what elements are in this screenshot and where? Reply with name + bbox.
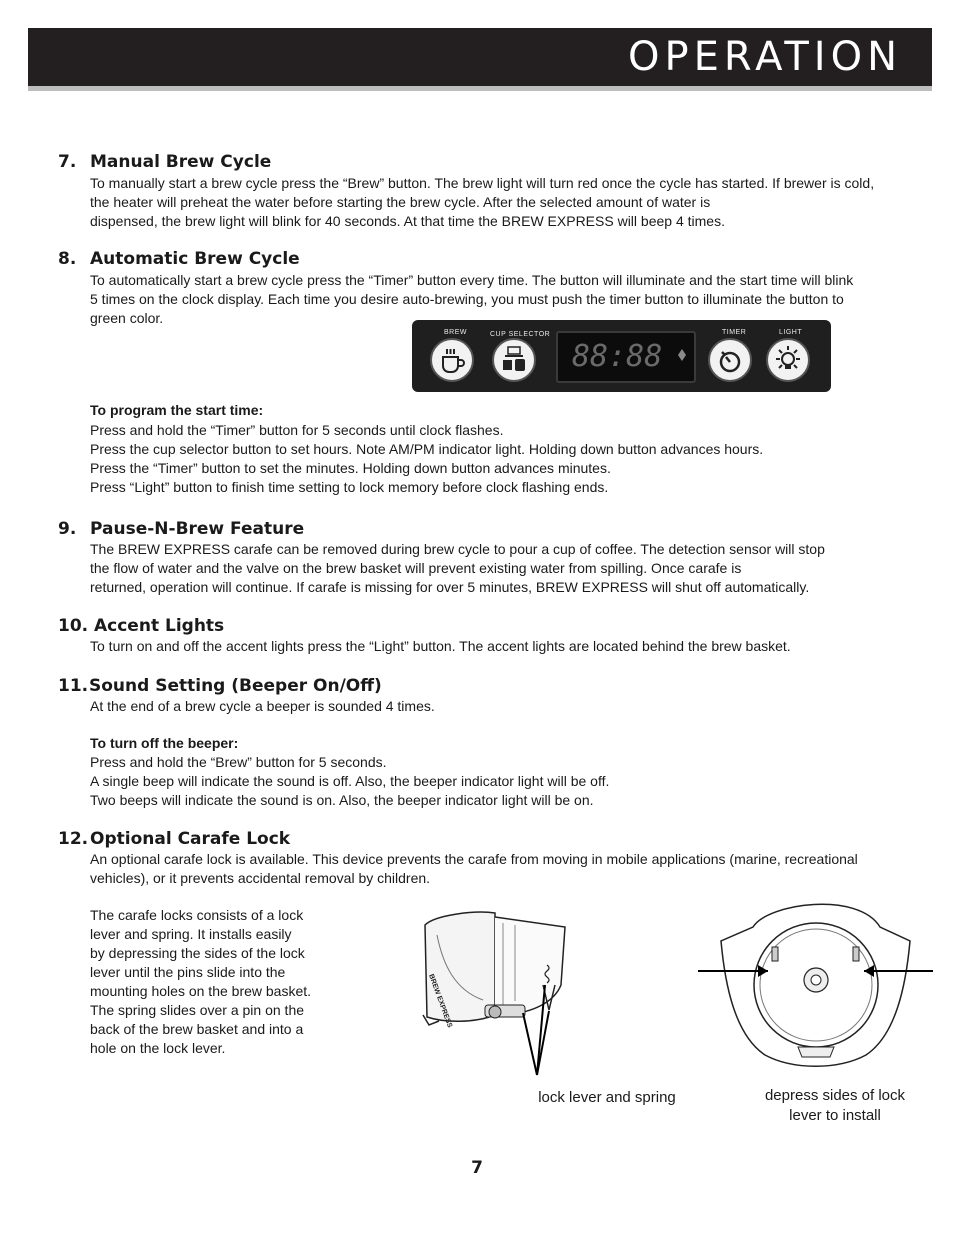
section-11-title [58, 676, 382, 696]
step-line: Press and hold the “Brew” button for 5 seconds. [90, 754, 387, 770]
brand-text: BREW EXPRESS [427, 973, 453, 1029]
step-line: Press and hold the “Timer” button for 5 seconds until clock flashes. [90, 422, 504, 438]
step-line: Press the “Timer” button to set the minutes. Holding down button advances minutes. [90, 460, 611, 476]
body-line: The spring slides over a pin on the [90, 1002, 305, 1018]
section-number: 12. [58, 829, 89, 849]
section-number: 10. [58, 616, 89, 636]
cup-selector-button [492, 338, 536, 382]
page-title: OPERATION [628, 34, 902, 80]
light-button [766, 338, 810, 382]
beeper-steps [90, 753, 609, 810]
depress-sides-caption [745, 1086, 925, 1126]
section-number: 7. [58, 152, 77, 172]
program-steps [90, 421, 763, 497]
step-line: Press “Light” button to finish time setting to lock memory before clock flashing ends. [90, 479, 609, 495]
body-line: returned, operation will continue. If carafe is missing for over 5 minutes, BREW EXPRESS will shut off automatically. [90, 579, 810, 595]
section-number: 9. [58, 519, 77, 539]
section-7-body [90, 174, 874, 231]
section-number: 11. [58, 676, 89, 696]
section-title-text: Automatic Brew Cycle [90, 249, 300, 269]
am-pm-diamond-icon [678, 349, 686, 361]
caption-line: depress sides of lock [764, 1087, 906, 1104]
clock-display [556, 331, 696, 383]
section-title-text: Optional Carafe Lock [90, 829, 291, 849]
timer-label: TIMER [722, 329, 747, 336]
light-bulb-icon [768, 340, 808, 380]
light-label: LIGHT [779, 329, 803, 336]
cup-selector-label: CUP SELECTOR [490, 331, 551, 338]
turn-off-beeper-heading: To turn off the beeper: [90, 735, 239, 751]
section-9-body [90, 540, 825, 597]
body-line: the heater will preheat the water before starting the brew cycle. After the selected amount of water is [90, 194, 711, 210]
section-title-text: Pause-N-Brew Feature [90, 519, 305, 539]
body-line: 5 times on the clock display. Each time you desire auto-brewing, you must push the timer button to illuminate the button to [90, 291, 844, 307]
section-10-body [90, 637, 791, 656]
carafe-lock-description [90, 906, 311, 1058]
caption-line: lever to install [789, 1107, 881, 1124]
stopwatch-icon [710, 340, 750, 380]
section-title-text: Accent Lights [94, 616, 225, 636]
header-bar [28, 28, 932, 86]
body-line: back of the brew basket and into a [90, 1021, 304, 1037]
section-7-title [58, 152, 271, 172]
body-line: green color. [90, 310, 164, 326]
section-12-title [58, 829, 290, 849]
brew-basket-illustration [415, 905, 595, 1090]
timer-button [708, 338, 752, 382]
body-line: by depressing the sides of the lock [90, 945, 305, 961]
section-12-body [90, 850, 858, 888]
body-line: the flow of water and the valve on the brew basket will prevent existing water from spilling. Once carafe is [90, 560, 742, 576]
body-line: At the end of a brew cycle a beeper is sounded 4 times. [90, 698, 435, 714]
section-9-title [58, 519, 304, 539]
body-line: dispensed, the brew light will blink for 40 seconds. At that time the BREW EXPRESS will beep 4 times. [90, 213, 725, 229]
lock-lever-caption: lock lever and spring [538, 1089, 676, 1106]
body-line: lever until the pins slide into the [90, 964, 286, 980]
cup-selector-icon [494, 340, 534, 380]
carafe-top-view-illustration [698, 895, 933, 1070]
section-11-body [90, 697, 435, 716]
body-line: mounting holes on the brew basket. [90, 983, 312, 999]
brew-button [430, 338, 474, 382]
section-title-text: Manual Brew Cycle [90, 152, 272, 172]
body-line: To turn on and off the accent lights press the “Light” button. The accent lights are located behind the brew basket. [90, 638, 791, 654]
body-line: lever and spring. It installs easily [90, 926, 292, 942]
header-underline [28, 86, 932, 91]
cup-icon [432, 340, 472, 380]
body-line: To manually start a brew cycle press the “Brew” button. The brew light will turn red once the cycle has started. If brewer is cold, [90, 175, 875, 191]
body-line: vehicles), or it prevents accidental removal by children. [90, 870, 431, 886]
body-line: The BREW EXPRESS carafe can be removed during brew cycle to pour a cup of coffee. The detection sensor will stop [90, 541, 825, 557]
body-line: An optional carafe lock is available. This device prevents the carafe from moving in mobile applications (marine, recreational [90, 851, 858, 867]
section-number: 8. [58, 249, 77, 269]
section-8-title [58, 249, 300, 269]
section-title-text: Sound Setting (Beeper On/Off) [89, 676, 382, 696]
body-line: To automatically start a brew cycle press the “Timer” button every time. The button will illuminate and the start time will blink [90, 272, 854, 288]
section-10-title [58, 616, 224, 636]
step-line: Two beeps will indicate the sound is on. Also, the beeper indicator light will be on. [90, 792, 594, 808]
step-line: A single beep will indicate the sound is off. Also, the beeper indicator light will be off. [90, 773, 610, 789]
clock-digits: 88:88 [572, 339, 663, 374]
body-line: The carafe locks consists of a lock [90, 907, 304, 923]
brew-label: BREW [444, 329, 467, 336]
step-line: Press the cup selector button to set hours. Note AM/PM indicator light. Holding down button advances hours. [90, 441, 764, 457]
program-start-time-heading: To program the start time: [90, 402, 264, 418]
page-number: 7 [471, 1158, 483, 1178]
body-line: hole on the lock lever. [90, 1040, 226, 1056]
